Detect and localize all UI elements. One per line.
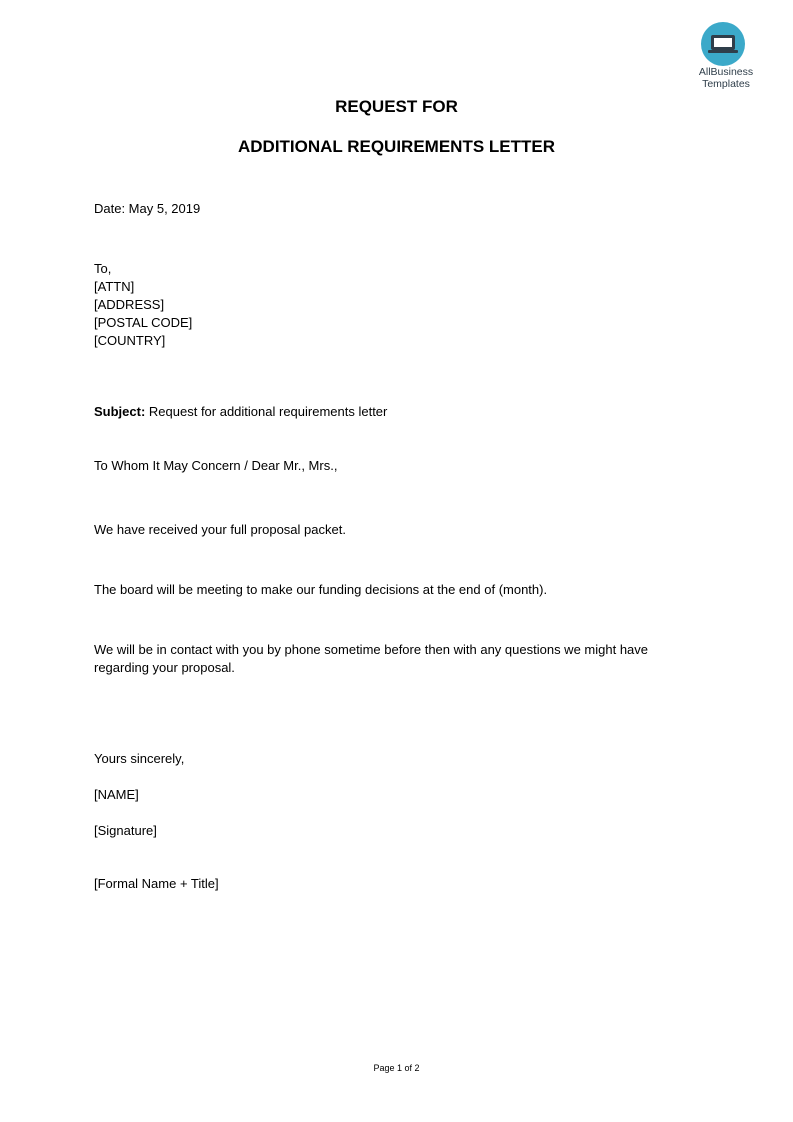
logo-text (686, 66, 766, 90)
laptop-icon (701, 22, 745, 66)
laptop-base (708, 50, 738, 53)
document-title-line1: REQUEST FOR (335, 97, 458, 116)
paragraph-1: We have received your full proposal packet. (94, 522, 346, 537)
subject-line (94, 403, 387, 421)
logo-text-line1: AllBusiness (698, 66, 754, 78)
paragraph-2: The board will be meeting to make our funding decisions at the end of (month). (94, 582, 548, 597)
recipient-postal-code: [POSTAL CODE] (94, 315, 193, 330)
laptop-screen (711, 35, 735, 50)
recipient-attn: [ATTN] (94, 279, 135, 294)
paragraph-3: We will be in contact with you by phone sometime before then with any questions we might have regarding your proposal. (94, 642, 649, 675)
letter-date: Date: May 5, 2019 (94, 201, 201, 216)
page-number: Page 1 of 2 (373, 1063, 420, 1073)
recipient-country: [COUNTRY] (94, 333, 166, 348)
logo-text-line2: Templates (702, 78, 750, 90)
recipient-to: To, (94, 261, 112, 276)
subject-label: Subject: (94, 404, 146, 419)
allbusiness-templates-logo (686, 20, 766, 96)
salutation: To Whom It May Concern / Dear Mr., Mrs., (94, 458, 338, 473)
document-title-line2: ADDITIONAL REQUIREMENTS LETTER (237, 137, 556, 156)
closing-sign-off: Yours sincerely, (94, 751, 185, 766)
closing-name: [NAME] (94, 787, 139, 802)
closing-signature: [Signature] (94, 823, 157, 838)
closing-formal-name: [Formal Name + Title] (94, 876, 219, 891)
subject-text: Request for additional requirements letter (145, 404, 388, 419)
recipient-address: [ADDRESS] (94, 297, 165, 312)
